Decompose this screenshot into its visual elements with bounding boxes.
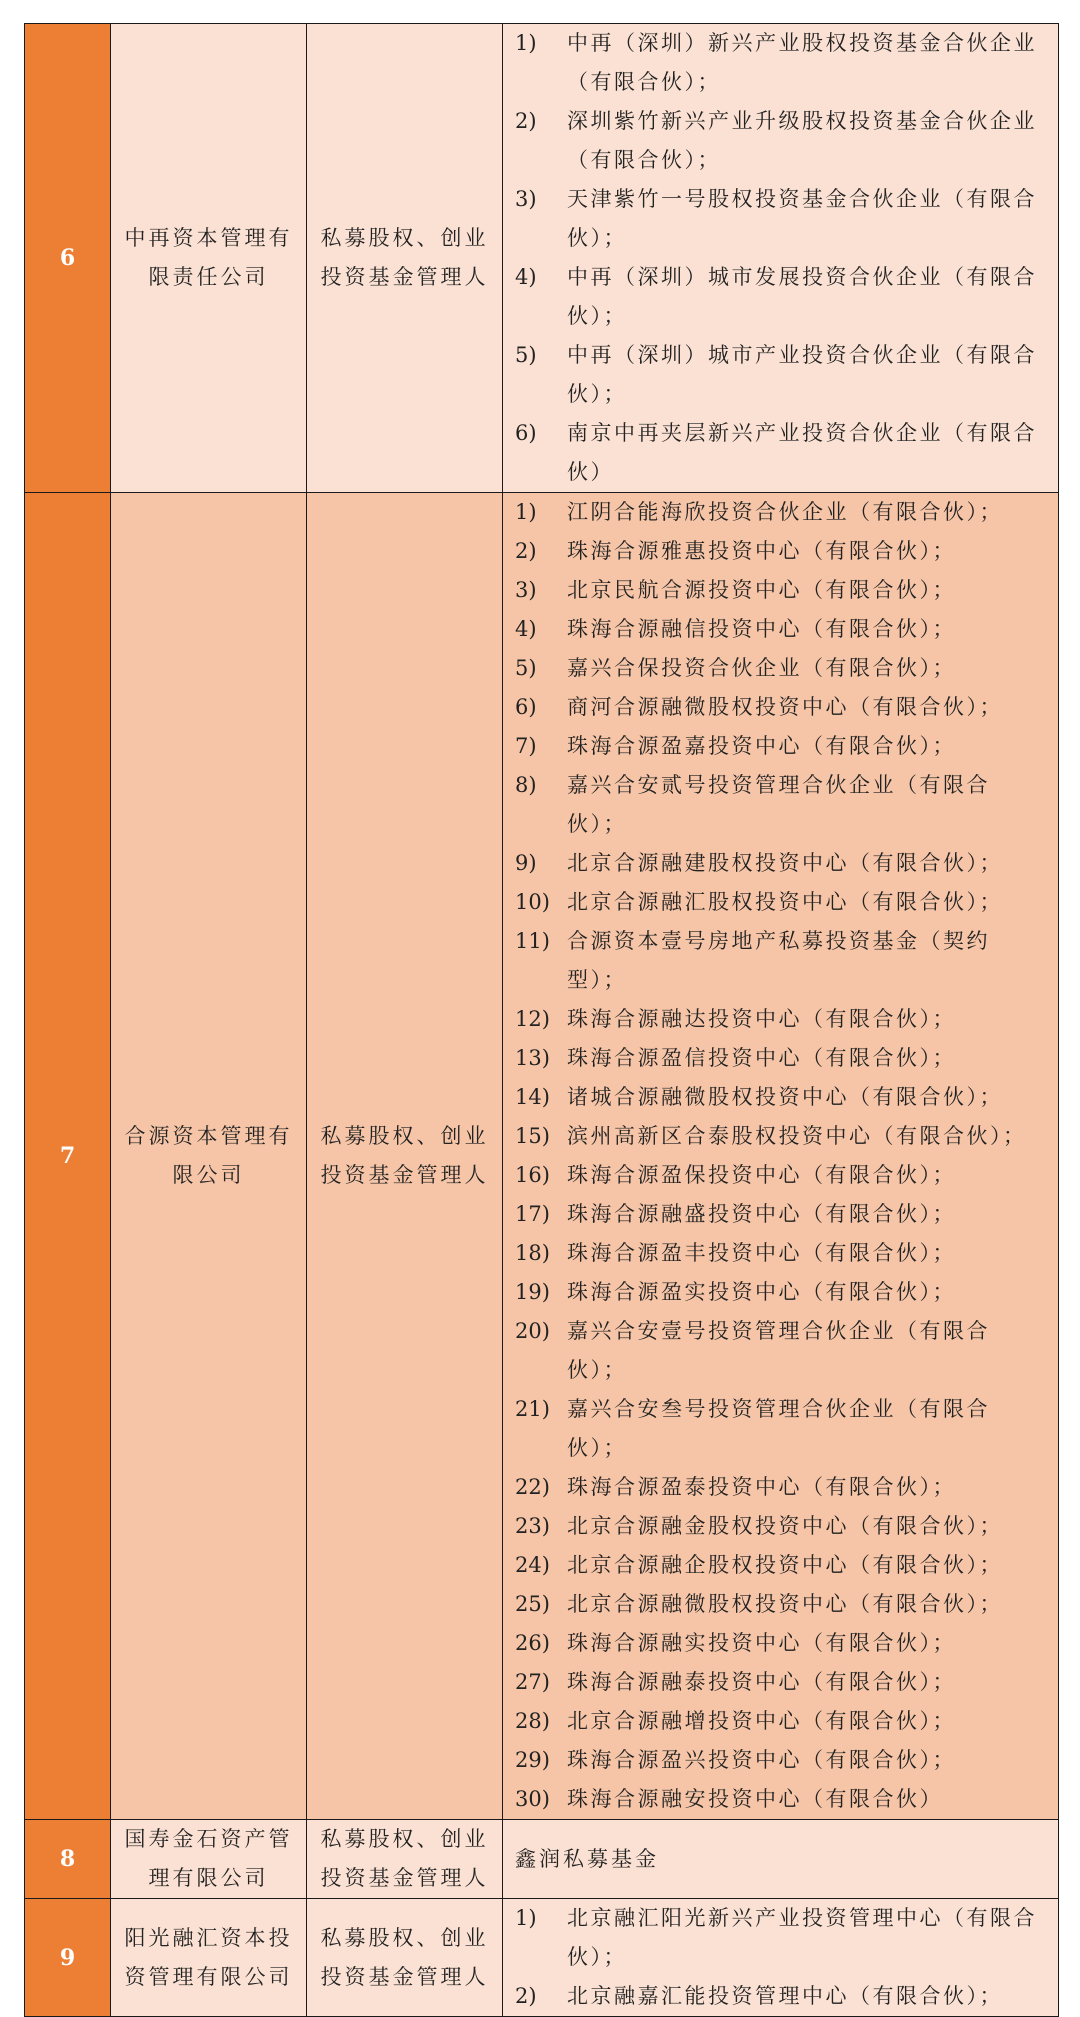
fund-index: 4) <box>515 265 537 289</box>
fund-name: 珠海合源融信投资中心（有限合伙）； <box>567 617 956 641</box>
fund-name: 深圳紫竹新兴产业升级股权投资基金合伙企业（有限合伙）； <box>567 109 1037 172</box>
fund-name: 天津紫竹一号股权投资基金合伙企业（有限合伙）； <box>567 187 1037 250</box>
manager-name-line: 合源资本管理有 <box>124 1124 293 1148</box>
fund-item <box>515 414 1046 492</box>
fund-index: 5) <box>515 656 537 680</box>
fund-index: 25) <box>515 1592 550 1616</box>
fund-item <box>515 1507 1046 1546</box>
fund-index: 7) <box>515 734 537 758</box>
fund-list <box>503 1820 1059 1899</box>
fund-index: 5) <box>515 343 537 367</box>
fund-item <box>515 1156 1046 1195</box>
fund-item <box>515 180 1046 258</box>
fund-index: 11) <box>515 929 550 953</box>
fund-name: 南京中再夹层新兴产业投资合伙企业（有限合伙） <box>567 421 1037 484</box>
fund-item <box>515 1390 1046 1468</box>
fund-index: 27) <box>515 1670 550 1694</box>
manager-type-line: 私募股权、创业 <box>320 1925 489 1950</box>
fund-item <box>515 1117 1046 1156</box>
fund-item <box>515 649 1046 688</box>
fund-name: 北京合源融企股权投资中心（有限合伙）； <box>567 1553 1003 1577</box>
fund-index: 8) <box>515 773 537 797</box>
fund-index: 1) <box>515 31 537 55</box>
fund-name: 中再（深圳）新兴产业股权投资基金合伙企业（有限合伙）； <box>567 31 1037 94</box>
fund-name: 嘉兴合保投资合伙企业（有限合伙）； <box>567 656 956 680</box>
fund-name: 滨州高新区合泰股权投资中心（有限合伙）； <box>567 1124 1027 1148</box>
manager-type-line: 投资基金管理人 <box>320 265 489 289</box>
fund-name: 北京民航合源投资中心（有限合伙）； <box>567 578 956 602</box>
fund-name: 珠海合源融达投资中心（有限合伙）； <box>567 1007 956 1031</box>
fund-index: 1) <box>515 500 537 524</box>
manager-name-line: 资管理有限公司 <box>124 1964 293 1989</box>
fund-index: 20) <box>515 1319 550 1343</box>
fund-name: 嘉兴合安壹号投资管理合伙企业（有限合伙）； <box>567 1319 990 1382</box>
table-body <box>25 24 1059 2017</box>
manager-type-line: 投资基金管理人 <box>320 1163 489 1187</box>
fund-manager-table <box>24 23 1059 2017</box>
fund-list <box>503 493 1059 1820</box>
fund-name: 诸城合源融微股权投资中心（有限合伙）； <box>567 1085 1003 1109</box>
fund-name: 商河合源融微股权投资中心（有限合伙）； <box>567 695 1003 719</box>
fund-item <box>515 1312 1046 1390</box>
fund-index: 1) <box>515 1906 537 1930</box>
fund-item <box>515 24 1046 102</box>
fund-name: 北京合源融增投资中心（有限合伙）； <box>567 1709 956 1733</box>
fund-item <box>515 1624 1046 1663</box>
fund-index: 18) <box>515 1241 550 1265</box>
fund-item <box>515 1663 1046 1702</box>
fund-name: 珠海合源盈保投资中心（有限合伙）； <box>567 1163 956 1187</box>
table-row <box>25 493 1059 1820</box>
fund-index: 13) <box>515 1046 550 1070</box>
fund-name: 合源资本壹号房地产私募投资基金（契约型）； <box>567 929 990 992</box>
fund-index: 3) <box>515 187 537 211</box>
row-number: 6 <box>25 24 111 493</box>
fund-item <box>515 1000 1046 1039</box>
table-row <box>25 24 1059 493</box>
fund-item <box>515 1780 1046 1819</box>
fund-item <box>515 258 1046 336</box>
row-number: 9 <box>25 1899 111 2017</box>
fund-name: 珠海合源盈嘉投资中心（有限合伙）； <box>567 734 956 758</box>
fund-index: 9) <box>515 851 537 875</box>
manager-name <box>111 1899 307 2017</box>
fund-index: 15) <box>515 1124 550 1148</box>
fund-name: 嘉兴合安叁号投资管理合伙企业（有限合伙）； <box>567 1397 990 1460</box>
fund-index: 10) <box>515 890 550 914</box>
fund-index: 2) <box>515 539 537 563</box>
fund-index: 3) <box>515 578 537 602</box>
fund-index: 2) <box>515 1984 537 2008</box>
manager-type <box>307 1899 503 2017</box>
fund-name: 北京合源融微股权投资中心（有限合伙）； <box>567 1592 1003 1616</box>
fund-item <box>515 336 1046 414</box>
fund-item <box>515 1468 1046 1507</box>
fund-name: 珠海合源融实投资中心（有限合伙）； <box>567 1631 956 1655</box>
manager-name-line: 限责任公司 <box>148 265 269 289</box>
fund-name: 北京合源融建股权投资中心（有限合伙）； <box>567 851 1003 875</box>
fund-name: 珠海合源盈丰投资中心（有限合伙）； <box>567 1241 956 1265</box>
fund-index: 4) <box>515 617 537 641</box>
fund-item <box>515 1273 1046 1312</box>
fund-index: 2) <box>515 109 537 133</box>
manager-type-line: 私募股权、创业 <box>320 1124 489 1148</box>
manager-type <box>307 1820 503 1899</box>
fund-index: 22) <box>515 1475 550 1499</box>
fund-item <box>515 1546 1046 1585</box>
fund-index: 16) <box>515 1163 550 1187</box>
fund-name: 北京融汇阳光新兴产业投资管理中心（有限合伙）； <box>567 1906 1037 1969</box>
table-row <box>25 1820 1059 1899</box>
fund-name: 珠海合源融盛投资中心（有限合伙）； <box>567 1202 956 1226</box>
fund-name: 中再（深圳）城市发展投资合伙企业（有限合伙）； <box>567 265 1037 328</box>
fund-item <box>515 688 1046 727</box>
fund-index: 29) <box>515 1748 550 1772</box>
fund-name: 珠海合源盈兴投资中心（有限合伙）； <box>567 1748 956 1772</box>
manager-type-line: 私募股权、创业 <box>320 1827 489 1851</box>
row-number: 8 <box>25 1820 111 1899</box>
fund-item <box>515 1078 1046 1117</box>
fund-index: 12) <box>515 1007 550 1031</box>
fund-name: 珠海合源融安投资中心（有限合伙） <box>567 1787 943 1811</box>
fund-name: 珠海合源盈实投资中心（有限合伙）； <box>567 1280 956 1304</box>
fund-index: 19) <box>515 1280 550 1304</box>
manager-type <box>307 24 503 493</box>
fund-item <box>515 1702 1046 1741</box>
fund-list <box>503 24 1059 493</box>
fund-name: 鑫润私募基金 <box>515 1846 659 1871</box>
fund-item <box>515 571 1046 610</box>
table-row <box>25 1899 1059 2017</box>
fund-name: 珠海合源雅惠投资中心（有限合伙）； <box>567 539 956 563</box>
fund-item <box>515 1977 1046 2016</box>
fund-list <box>503 1899 1059 2017</box>
fund-name: 珠海合源盈泰投资中心（有限合伙）； <box>567 1475 956 1499</box>
manager-name-line: 理有限公司 <box>148 1866 269 1890</box>
manager-type-line: 投资基金管理人 <box>320 1866 489 1890</box>
manager-type <box>307 493 503 1820</box>
fund-index: 21) <box>515 1397 550 1421</box>
fund-index: 30) <box>515 1787 550 1811</box>
fund-name: 江阴合能海欣投资合伙企业（有限合伙）； <box>567 500 1003 524</box>
fund-item <box>515 844 1046 883</box>
fund-index: 6) <box>515 695 537 719</box>
fund-name: 嘉兴合安贰号投资管理合伙企业（有限合伙）； <box>567 773 990 836</box>
fund-item <box>515 1039 1046 1078</box>
fund-item <box>515 727 1046 766</box>
fund-item <box>515 922 1046 1000</box>
fund-item <box>515 883 1046 922</box>
manager-type-line: 私募股权、创业 <box>320 226 489 250</box>
fund-index: 6) <box>515 421 537 445</box>
fund-index: 24) <box>515 1553 550 1577</box>
manager-name <box>111 493 307 1820</box>
fund-item <box>515 1585 1046 1624</box>
fund-item <box>515 493 1046 532</box>
fund-item <box>515 102 1046 180</box>
fund-name: 珠海合源盈信投资中心（有限合伙）； <box>567 1046 956 1070</box>
manager-name-line: 限公司 <box>172 1163 245 1187</box>
fund-index: 28) <box>515 1709 550 1733</box>
fund-name: 北京合源融汇股权投资中心（有限合伙）； <box>567 890 1003 914</box>
fund-item <box>515 1899 1046 1977</box>
fund-item <box>515 766 1046 844</box>
manager-name-line: 国寿金石资产管 <box>124 1827 293 1851</box>
manager-name-line: 阳光融汇资本投 <box>124 1925 293 1950</box>
manager-name <box>111 24 307 493</box>
fund-item <box>515 1195 1046 1234</box>
fund-name: 北京合源融金股权投资中心（有限合伙）； <box>567 1514 1003 1538</box>
fund-index: 17) <box>515 1202 550 1226</box>
manager-name-line: 中再资本管理有 <box>124 226 293 250</box>
row-number: 7 <box>25 493 111 1820</box>
fund-item <box>515 1741 1046 1780</box>
fund-index: 23) <box>515 1514 550 1538</box>
fund-name: 珠海合源融泰投资中心（有限合伙）； <box>567 1670 956 1694</box>
fund-index: 26) <box>515 1631 550 1655</box>
fund-item <box>515 610 1046 649</box>
manager-type-line: 投资基金管理人 <box>320 1964 489 1989</box>
fund-name: 北京融嘉汇能投资管理中心（有限合伙）； <box>567 1984 1003 2008</box>
fund-item <box>515 532 1046 571</box>
fund-item <box>515 1234 1046 1273</box>
fund-name: 中再（深圳）城市产业投资合伙企业（有限合伙）； <box>567 343 1037 406</box>
manager-name <box>111 1820 307 1899</box>
fund-index: 14) <box>515 1085 550 1109</box>
